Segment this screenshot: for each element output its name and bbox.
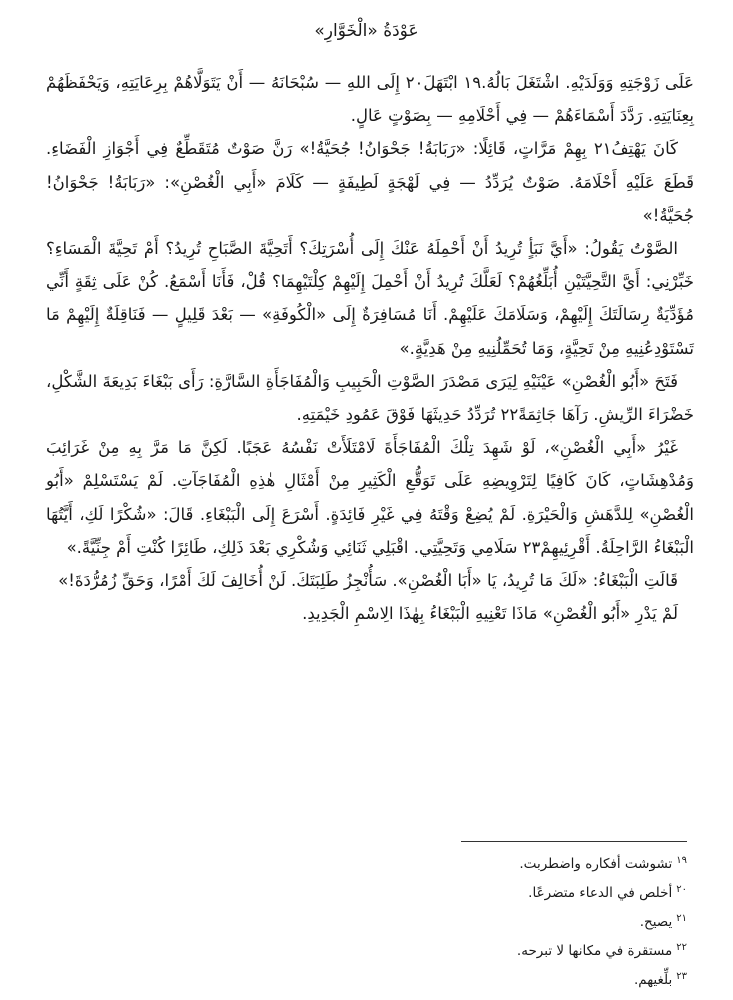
footnote-number: ٢١ [676, 912, 687, 924]
footnote-number: ٢٠ [676, 883, 687, 895]
body-text [46, 66, 694, 630]
paragraph-4: فَتَحَ «أَبُو الْغُصْنِ» عَيْنَيْهِ لِيَرَى مَصْدَرَ الصَّوْتِ الْحَبِيبِ وَالْمُفَاجَأَةِ السَّارَّةِ: رَأَى بَبْغَاءَ بَدِيعَةَ الشَّكْلِ، خَضْرَاءَ الرِّيشِ. رَآهَا جَاثِمَةً٢٢ تُرَدِّدُ حَدِيثَهَا فَوْقَ عَمُودِ خَيْمَتِهِ. [46, 371, 694, 425]
paragraph-3: الصَّوْتُ يَقُولُ: «أَيَّ نَبَأٍ تُرِيدُ أَنْ أَحْمِلَهُ عَنْكَ إِلَى أُسْرَتِكَ؟ أَتَحِيَّةَ الصَّبَاحِ تُرِيدُ؟ أَمْ تَحِيَّةَ الْمَسَاءِ؟ خَبِّرْنِي: أَيَّ التَّحِيَّتَيْنِ أُبَلِّغُهُمْ؟ لَعَلَّكَ تُرِيدُ أَنْ أَحْمِلَ إِلَيْهِمْ كِلْتَيْهِمَا؟ قُلْ، فَأَنَا أَسْمَعُ. كُنْ عَلَى ثِقَةٍ أَنِّي مُؤَدِّيَةٌ رِسَالَتَكَ إِلَيْهِمْ، وَسَلَامَكَ عَلَيْهِمْ. أَنَا مُسَافِرَةٌ إِلَى «الْكُوفَةِ» — بَعْدَ قَلِيلٍ — فَنَاقِلَةٌ إِلَيْهِمْ مَا تَسْتَوْدِعُنِيهِ مِنْ تَحِيَّةٍ، وَمَا تُحَمِّلُنِيهِ مِنْ هَدِيَّةٍ.» [46, 239, 694, 358]
footnote-text: بلِّغيهم. [633, 972, 673, 988]
paragraph-6: قَالَتِ الْبَبْغَاءُ: «لَكَ مَا تُرِيدُ، يَا «أَبَا الْغُصْنِ». سَأُنْجِزُ طَلِبَتَكَ. لَنْ أُخَالِفَ لَكَ أَمْرًا، وَحَقِّ زُمُرُّدَةَ!» [58, 571, 678, 591]
footnote-text: أخلص في الدعاء متضرعًا. [528, 885, 673, 901]
footnote-item [47, 908, 687, 937]
paragraph-7: لَمْ يَدْرِ «أَبُو الْغُصْنِ» مَاذَا تَعْنِيهِ الْبَبْغَاءُ بِهٰذَا الِاسْمِ الْجَدِيدِ. [302, 604, 678, 624]
running-title: عَوْدَةُ «الْخَوَّارِ» [314, 21, 419, 41]
footnote-number: ٢٢ [676, 941, 687, 953]
footnote-item [47, 850, 687, 879]
paragraph-1: عَلَى زَوْجَتِهِ وَوَلَدَيْهِ. اشْتَغَلَ بَالُهُ.١٩ ابْتَهَلَ٢٠ إِلَى اللهِ — سُبْحَانَهُ — أَنْ يَتَوَلَّاهُمْ بِرِعَايَتِهِ، وَيَحْفَظَهُمْ بِعِنَايَتِهِ. رَدَّدَ أَسْمَاءَهُمْ — فِي أَحْلَامِهِ — بِصَوْتٍ عَالٍ. [46, 73, 694, 126]
footnote-number: ٢٣ [676, 970, 687, 982]
paragraph-2: كَانَ يَهْتِفُ٢١ بِهِمْ مَرَّاتٍ، قَائِلًا: «رَبَابَةُ! جَحْوَانُ! جُحَيَّةُ!» رَنَّ صَوْتٌ مُتَقَطِّعٌ فِي أَجْوَازِ الْفَضَاءِ. قَطَعَ عَلَيْهِ أَحْلَامَهُ. صَوْتٌ يُرَدِّدُ — فِي لَهْجَةٍ لَطِيفَةٍ — كَلَامَ «أَبِي الْغُصْنِ»: «رَبَابَةُ! جَحْوَانُ! جُحَيَّةُ!» [46, 139, 694, 225]
footnote-text: مستقرة في مكانها لا تبرحه. [516, 943, 673, 959]
footnote-number: ١٩ [676, 854, 687, 866]
footnote-text: يصيح. [639, 914, 673, 930]
footnote-separator [461, 841, 687, 842]
footnote-text: تشوشت أفكاره واضطربت. [519, 856, 673, 872]
footnote-item [47, 966, 687, 995]
footnotes [47, 850, 687, 995]
footnote-item [47, 879, 687, 908]
paragraph-5: غَيْرُ «أَبِي الْغُصْنِ»، لَوْ شَهِدَ تِلْكَ الْمُفَاجَأَةَ لَامْتَلَأَتْ نَفْسُهُ عَجَبًا. لَكِنَّ مَا مَرَّ بِهِ مِنْ غَرَائِبَ وَمُدْهِشَاتٍ، كَانَ كَافِيًا لِتَرْوِيضِهِ عَلَى تَوَقُّعِ الْكَثِيرِ مِنْ أَمْثَالِ هٰذِهِ الْمُفَاجَآتِ. لَمْ يَسْتَسْلِمْ «أَبُو الْغُصْنِ» لِلدَّهَشِ وَالْحَيْرَةِ. لَمْ يُضِعْ وَقْتَهُ فِي غَيْرِ فَائِدَةٍ. أَسْرَعَ إِلَى الْبَبْغَاءِ. قَالَ: «شُكْرًا لَكِ، أَيَّتُهَا الْبَبْغَاءُ الرَّاحِلَةُ. أَقْرِئِيهِمْ٢٣ سَلَامِي وَتَحِيَّتِي. اقْبَلِي ثَنَائِي وَشُكْرِي بَعْدَ ذَلِكِ، طَائِرًا كُنْتِ أَمْ جِنِّيَّةً.» [46, 438, 694, 557]
footnote-item [47, 937, 687, 966]
